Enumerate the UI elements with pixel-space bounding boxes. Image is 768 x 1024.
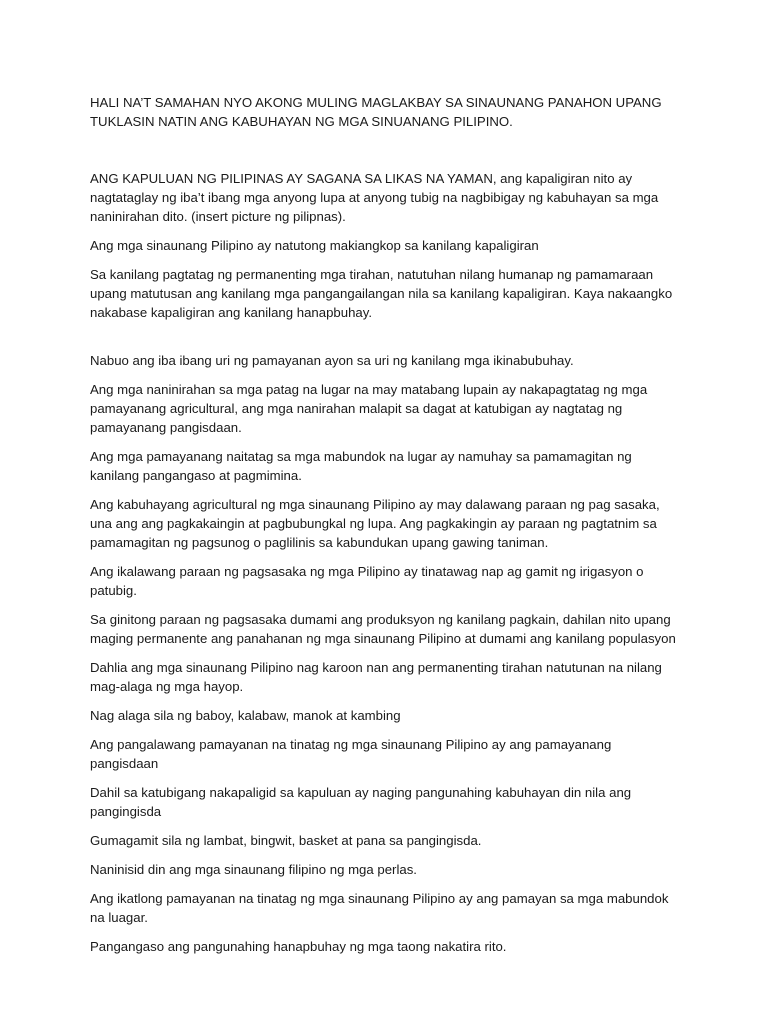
paragraph: Pangangaso ang pangunahing hanapbuhay ng mga taong nakatira rito.: [90, 939, 507, 954]
paragraph: Sa kanilang pagtatag ng permanenting mga tirahan, natutuhan nilang humanap ng pamamaraan upang matutusan ang kanilang mga pangangailangan nila sa kanilang kapaligiran. Kaya nakaangko nakabase kapaligiran ang kanilang hanapbuhay.: [90, 267, 673, 320]
paragraph: Ang kabuhayang agricultural ng mga sinaunang Pilipino ay may dalawang paraan ng pag sasaka, una ang ang pagkakaingin at pagbubungkal ng lupa. Ang pagkakingin ay paraan ng pagtatnim sa pamamagitan ng pagsunog o paglilinis sa kabundukan upang gawing taniman.: [90, 497, 660, 550]
paragraph: Sa ginitong paraan ng pagsasaka dumami ang produksyon ng kanilang pagkain, dahilan nito upang maging permanente ang panahanan ng mga sinaunang Pilipino at dumami ang kanilang populasyon: [90, 612, 676, 646]
paragraph: Nabuo ang iba ibang uri ng pamayanan ayon sa uri ng kanilang mga ikinabubuhay.: [90, 353, 574, 368]
paragraph: Dahlia ang mga sinaunang Pilipino nag karoon nan ang permanenting tirahan natutunan na nilang mag-alaga ng mga hayop.: [90, 660, 662, 694]
paragraph: Ang mga sinaunang Pilipino ay natutong makiangkop sa kanilang kapaligiran: [90, 238, 539, 253]
paragraph: Ang ikalawang paraan ng pagsasaka ng mga Pilipino ay tinatawag nap ag gamit ng irigasyon o patubig.: [90, 564, 644, 598]
paragraph: ANG KAPULUAN NG PILIPINAS AY SAGANA SA LIKAS NA YAMAN, ang kapaligiran nito ay nagtataglay ng iba’t ibang mga anyong lupa at anyong tubig na nagbibigay ng kabuhayan sa mga naninirahan dito. (insert picture ng pilipnas).: [90, 171, 659, 224]
paragraph: Gumagamit sila ng lambat, bingwit, basket at pana sa pangingisda.: [90, 833, 482, 848]
spacer: [90, 141, 678, 169]
intro-heading: HALI NA’T SAMAHAN NYO AKONG MULING MAGLAKBAY SA SINAUNANG PANAHON UPANG TUKLASIN NATIN ANG KABUHAYAN NG MGA SINUANANG PILIPINO.: [90, 95, 662, 129]
paragraph: Nag alaga sila ng baboy, kalabaw, manok at kambing: [90, 708, 401, 723]
spacer: [90, 332, 678, 351]
paragraph: Ang ikatlong pamayanan na tinatag ng mga sinaunang Pilipino ay ang pamayan sa mga mabundok na luagar.: [90, 891, 669, 925]
paragraph: Ang pangalawang pamayanan na tinatag ng mga sinaunang Pilipino ay ang pamayanang pangisdaan: [90, 737, 612, 771]
paragraph: Ang mga pamayanang naitatag sa mga mabundok na lugar ay namuhay sa pamamagitan ng kanilang pangangaso at pagmimina.: [90, 449, 632, 483]
paragraph: Dahil sa katubigang nakapaligid sa kapuluan ay naging pangunahing kabuhayan din nila ang pangingisda: [90, 785, 632, 819]
paragraph: Ang mga naninirahan sa mga patag na lugar na may matabang lupain ay nakapagtatag ng mga pamayanang agricultural, ang mga nanirahan malapit sa dagat at katubigan ay nagtatag ng pamayanang pangisdaan.: [90, 382, 648, 435]
paragraph: Naninisid din ang mga sinaunang filipino ng mga perlas.: [90, 862, 417, 877]
